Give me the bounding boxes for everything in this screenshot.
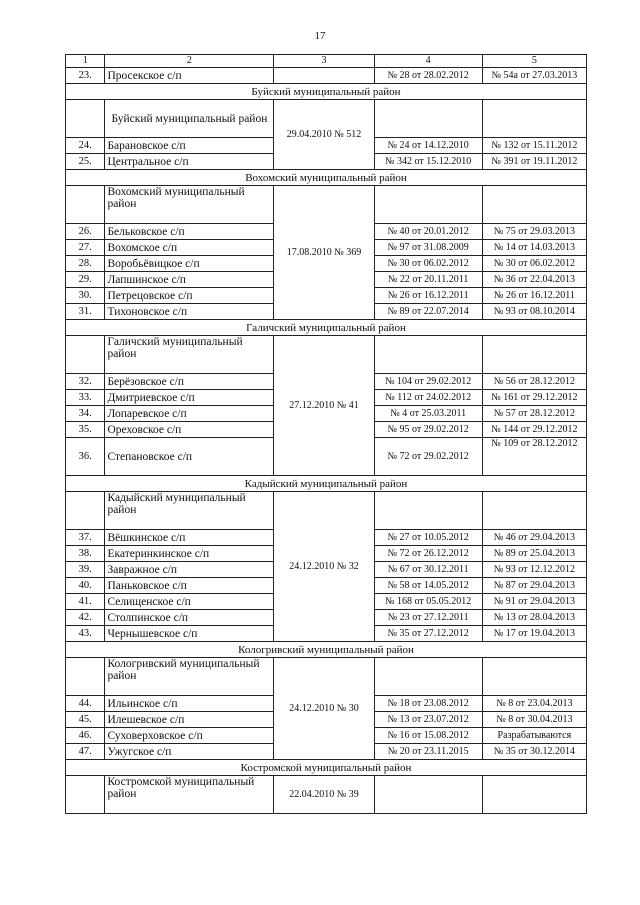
row-number: 40. [66, 578, 105, 594]
region-row [66, 476, 587, 492]
table-row [66, 186, 587, 224]
decision-4: № 97 от 31.08.2009 [374, 240, 482, 256]
decision-4: № 22 от 20.11.2011 [374, 272, 482, 288]
region-row [66, 84, 587, 100]
row-number: 44. [66, 696, 105, 712]
empty-cell [482, 776, 586, 814]
empty-cell [374, 186, 482, 224]
settlement-name: Вёшкинское с/п [105, 530, 274, 546]
decision-4: № 104 от 29.02.2012 [374, 374, 482, 390]
decision-5: № 93 от 12.12.2012 [482, 562, 586, 578]
district-decision: 27.12.2010 № 41 [274, 336, 374, 476]
decision-4: № 23 от 27.12.2011 [374, 610, 482, 626]
district-name: Костромской муниципальный район [105, 776, 274, 814]
region-row [66, 760, 587, 776]
decision-5: № 132 от 15.11.2012 [482, 138, 586, 154]
settlement-name: Паньковское с/п [105, 578, 274, 594]
decision-5: № 87 от 29.04.2013 [482, 578, 586, 594]
empty-cell [482, 336, 586, 374]
decision-5: № 17 от 19.04.2013 [482, 626, 586, 642]
region-row [66, 642, 587, 658]
empty-cell [374, 492, 482, 530]
settlement-name: Селищенское с/п [105, 594, 274, 610]
settlement-name: Столпинское с/п [105, 610, 274, 626]
row-number: 35. [66, 422, 105, 438]
empty-cell [274, 68, 374, 84]
decision-4: № 95 от 29.02.2012 [374, 422, 482, 438]
settlement-name: Завражное с/п [105, 562, 274, 578]
row-number: 41. [66, 594, 105, 610]
decision-4: № 342 от 15.12.2010 [374, 154, 482, 170]
district-name: Буйский муниципальный район [105, 100, 274, 138]
district-name: Кологривский муниципальный район [105, 658, 274, 696]
decision-4: № 16 от 15.08.2012 [374, 728, 482, 744]
row-number: 29. [66, 272, 105, 288]
decision-5: № 144 от 29.12.2012 [482, 422, 586, 438]
row-number: 36. [66, 438, 105, 476]
region-row [66, 320, 587, 336]
header-col-3: 3 [274, 55, 374, 68]
decision-5: № 91 от 29.04.2013 [482, 594, 586, 610]
table-row [66, 776, 587, 814]
decision-5: № 161 от 29.12.2012 [482, 390, 586, 406]
municipal-table [65, 54, 587, 814]
settlement-name: Вохомское с/п [105, 240, 274, 256]
table-row [66, 68, 587, 84]
settlement-name: Чернышевское с/п [105, 626, 274, 642]
table-row [66, 100, 587, 138]
row-number: 27. [66, 240, 105, 256]
row-number: 26. [66, 224, 105, 240]
region-title: Костромской муниципальный район [66, 760, 587, 776]
district-name: Вохомский муниципальный район [105, 186, 274, 224]
row-number: 24. [66, 138, 105, 154]
settlement-name: Барановское с/п [105, 138, 274, 154]
settlement-name: Воробьёвицкое с/п [105, 256, 274, 272]
empty-cell [66, 336, 105, 374]
empty-cell [374, 336, 482, 374]
decision-4: № 35 от 27.12.2012 [374, 626, 482, 642]
empty-cell [66, 492, 105, 530]
settlement-name: Илешевское с/п [105, 712, 274, 728]
row-number: 39. [66, 562, 105, 578]
row-number: 46. [66, 728, 105, 744]
district-decision: 29.04.2010 № 512 [274, 100, 374, 170]
settlement-name: Суховерховское с/п [105, 728, 274, 744]
settlement-name: Степановское с/п [105, 438, 274, 476]
decision-5: № 93 от 08.10.2014 [482, 304, 586, 320]
decision-5: № 30 от 06.02.2012 [482, 256, 586, 272]
decision-5: № 54а от 27.03.2013 [482, 68, 586, 84]
settlement-name: Просекское с/п [105, 68, 274, 84]
row-number: 47. [66, 744, 105, 760]
row-number: 33. [66, 390, 105, 406]
settlement-name: Центральное с/п [105, 154, 274, 170]
settlement-name: Ужугское с/п [105, 744, 274, 760]
decision-4: № 28 от 28.02.2012 [374, 68, 482, 84]
empty-cell [66, 186, 105, 224]
header-row [66, 55, 587, 68]
decision-5: № 56 от 28.12.2012 [482, 374, 586, 390]
region-title: Вохомский муниципальный район [66, 170, 587, 186]
district-name: Кадыйский муниципальный район [105, 492, 274, 530]
decision-4: № 168 от 05.05.2012 [374, 594, 482, 610]
region-title: Буйский муниципальный район [66, 84, 587, 100]
decision-5: № 26 от 16.12.2011 [482, 288, 586, 304]
table-row [66, 492, 587, 530]
empty-cell [374, 658, 482, 696]
empty-cell [482, 492, 586, 530]
decision-4: № 40 от 20.01.2012 [374, 224, 482, 240]
empty-cell [482, 658, 586, 696]
table-row [66, 658, 587, 696]
region-title: Галичский муниципальный район [66, 320, 587, 336]
row-number: 37. [66, 530, 105, 546]
district-decision: 17.08.2010 № 369 [274, 186, 374, 320]
region-row [66, 170, 587, 186]
row-number: 25. [66, 154, 105, 170]
settlement-name: Тихоновское с/п [105, 304, 274, 320]
row-number: 32. [66, 374, 105, 390]
decision-4: № 27 от 10.05.2012 [374, 530, 482, 546]
settlement-name: Лапшинское с/п [105, 272, 274, 288]
empty-cell [482, 186, 586, 224]
decision-4: № 89 от 22.07.2014 [374, 304, 482, 320]
empty-cell [66, 100, 105, 138]
decision-5: № 8 от 23.04.2013 [482, 696, 586, 712]
decision-5: № 8 от 30.04.2013 [482, 712, 586, 728]
district-decision: 24.12.2010 № 32 [274, 492, 374, 642]
empty-cell [66, 776, 105, 814]
settlement-name: Дмитриевское с/п [105, 390, 274, 406]
row-number: 38. [66, 546, 105, 562]
decision-5: № 36 от 22.04.2013 [482, 272, 586, 288]
region-title: Кологривский муниципальный район [66, 642, 587, 658]
decision-5: № 109 от 28.12.2012 [482, 438, 586, 476]
empty-cell [374, 776, 482, 814]
empty-cell [482, 100, 586, 138]
decision-5: № 14 от 14.03.2013 [482, 240, 586, 256]
decision-4: № 4 от 25.03.2011 [374, 406, 482, 422]
row-number: 31. [66, 304, 105, 320]
row-number: 42. [66, 610, 105, 626]
decision-4: № 20 от 23.11.2015 [374, 744, 482, 760]
row-number: 28. [66, 256, 105, 272]
decision-5: № 13 от 28.04.2013 [482, 610, 586, 626]
decision-5: № 57 от 28.12.2012 [482, 406, 586, 422]
decision-5: № 46 от 29.04.2013 [482, 530, 586, 546]
settlement-name: Петрецовское с/п [105, 288, 274, 304]
row-number: 45. [66, 712, 105, 728]
settlement-name: Ореховское с/п [105, 422, 274, 438]
empty-cell [374, 100, 482, 138]
decision-5: № 35 от 30.12.2014 [482, 744, 586, 760]
empty-cell [66, 658, 105, 696]
decision-4: № 13 от 23.07.2012 [374, 712, 482, 728]
row-number: 43. [66, 626, 105, 642]
header-col-2: 2 [105, 55, 274, 68]
decision-4: № 72 от 29.02.2012 [374, 438, 482, 476]
region-title: Кадыйский муниципальный район [66, 476, 587, 492]
settlement-name: Екатеринкинское с/п [105, 546, 274, 562]
decision-4: № 30 от 06.02.2012 [374, 256, 482, 272]
settlement-name: Лопаревское с/п [105, 406, 274, 422]
decision-4: № 24 от 14.12.2010 [374, 138, 482, 154]
header-col-1: 1 [66, 55, 105, 68]
district-decision: 22.04.2010 № 39 [274, 776, 374, 814]
district-decision: 24.12.2010 № 30 [274, 658, 374, 760]
decision-4: № 67 от 30.12.2011 [374, 562, 482, 578]
decision-4: № 112 от 24.02.2012 [374, 390, 482, 406]
decision-4: № 26 от 16.12.2011 [374, 288, 482, 304]
decision-4: № 58 от 14.05.2012 [374, 578, 482, 594]
settlement-name: Бельковское с/п [105, 224, 274, 240]
header-col-5: 5 [482, 55, 586, 68]
decision-4: № 18 от 23.08.2012 [374, 696, 482, 712]
row-number: 30. [66, 288, 105, 304]
district-name: Галичский муниципальный район [105, 336, 274, 374]
settlement-name: Ильинское с/п [105, 696, 274, 712]
settlement-name: Берёзовское с/п [105, 374, 274, 390]
decision-4: № 72 от 26.12.2012 [374, 546, 482, 562]
row-number: 23. [66, 68, 105, 84]
decision-5: Разрабатываются [482, 728, 586, 744]
decision-5: № 391 от 19.11.2012 [482, 154, 586, 170]
decision-5: № 75 от 29.03.2013 [482, 224, 586, 240]
table-row [66, 336, 587, 374]
decision-5: № 89 от 25.04.2013 [482, 546, 586, 562]
row-number: 34. [66, 406, 105, 422]
page-number: 17 [314, 30, 326, 42]
header-col-4: 4 [374, 55, 482, 68]
